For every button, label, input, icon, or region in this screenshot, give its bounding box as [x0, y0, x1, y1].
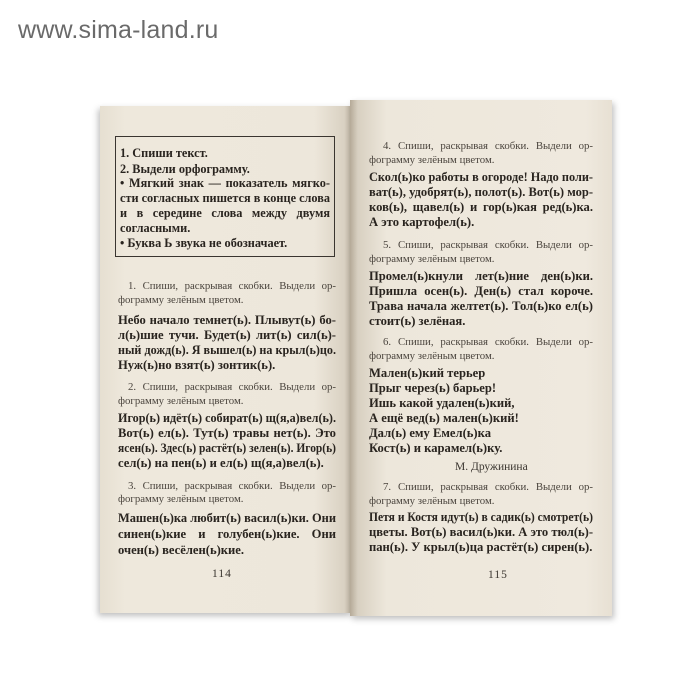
- exercise-instruction: 5. Спиши, раскрывая скобки. Выдели ор-: [383, 239, 593, 251]
- rule-box-line: • Мягкий знак — показатель мягко-: [120, 176, 330, 190]
- exercise-text-line: Пришла осен(ь). Ден(ь) стал короче.: [369, 284, 594, 298]
- exercise-text-line: ный дожд(ь). Я вышел(ь) на крыл(ь)цо.: [118, 343, 336, 357]
- exercise-text-line: Промел(ь)кнули лет(ь)ние ден(ь)ки.: [369, 269, 593, 283]
- exercise-text-line: очен(ь) весёлен(ь)кие.: [118, 543, 245, 557]
- exercise-instruction: фограмму зелёным цветом.: [118, 395, 244, 407]
- exercise-text-line: Нуж(ь)но взят(ь) зонтик(ь).: [118, 358, 276, 372]
- poem-author: М. Дружинина: [455, 461, 528, 473]
- exercise-instruction: фограмму зелёным цветом.: [369, 495, 495, 507]
- rule-box-line: • Буква Ь звука не обозначает.: [120, 236, 288, 250]
- exercise-text-line: Небо начало темнет(ь). Плывут(ь) бо-: [118, 313, 336, 327]
- page-number: 115: [488, 569, 508, 581]
- exercise-text-line: Вот(ь) ел(ь). Тут(ь) травы нет(ь). Это: [118, 426, 336, 440]
- exercise-instruction: фограмму зелёным цветом.: [369, 253, 495, 265]
- exercise-text-line: синен(ь)кие и голубен(ь)кие. Они: [118, 527, 336, 541]
- rule-box-line: согласными.: [120, 221, 191, 235]
- watermark: www.sima-land.ru: [18, 16, 219, 44]
- exercise-text-line: Трава начала желтет(ь). Тол(ь)ко ел(ь): [369, 299, 593, 313]
- exercise-instruction: 4. Спиши, раскрывая скобки. Выдели ор-: [383, 140, 593, 152]
- rule-box-line: 2. Выдели орфограмму.: [120, 162, 250, 176]
- exercise-instruction: 1. Спиши, раскрывая скобки. Выдели ор-: [128, 280, 336, 292]
- exercise-text-line: Игор(ь) идёт(ь) собират(ь) щ(я,а)вел(ь).: [118, 411, 337, 425]
- exercise-text-line: Скол(ь)ко работы в огороде! Надо поли-: [369, 170, 594, 184]
- poem-line: Мален(ь)кий терьер: [369, 366, 486, 380]
- poem-line: Дал(ь) ему Емел(ь)ка: [369, 426, 491, 440]
- exercise-text-line: сел(ь) на пен(ь) и ел(ь) щ(я,а)вел(ь).: [118, 456, 324, 470]
- poem-line: Кост(ь) и карамел(ь)ку.: [369, 441, 503, 455]
- exercise-instruction: фограмму зелёным цветом.: [118, 493, 244, 505]
- exercise-instruction: 3. Спиши, раскрывая скобки. Выдели ор-: [128, 480, 336, 492]
- exercise-text-line: цветы. Вот(ь) васил(ь)ки. А это тюл(ь)-: [369, 525, 594, 539]
- exercise-instruction: фограмму зелёным цветом.: [369, 154, 495, 166]
- exercise-instruction: фограмму зелёным цветом.: [118, 294, 244, 306]
- exercise-text-line: ясен(ь). Здес(ь) растёт(ь) зелен(ь). Игор(ь): [118, 441, 337, 455]
- exercise-text-line: ват(ь), удобрят(ь), полот(ь). Вот(ь) мор-: [369, 185, 594, 199]
- poem-line: Прыг через(ь) барьер!: [369, 381, 497, 395]
- exercise-instruction: 7. Спиши, раскрывая скобки. Выдели ор-: [383, 481, 593, 493]
- rule-box-line: сти согласных пишется в конце слова: [120, 191, 330, 205]
- poem-line: Ишь какой удален(ь)кий,: [369, 396, 515, 410]
- exercise-text-line: Машен(ь)ка любит(ь) васил(ь)ки. Они: [118, 511, 337, 525]
- exercise-text-line: А это картофел(ь).: [369, 215, 475, 229]
- exercise-instruction: фограмму зелёным цветом.: [369, 350, 495, 362]
- exercise-instruction: 6. Спиши, раскрывая скобки. Выдели ор-: [383, 336, 593, 348]
- exercise-text-line: ков(ь), щавел(ь) и гор(ь)кая ред(ь)ка.: [369, 200, 593, 214]
- page-number: 114: [212, 568, 232, 580]
- poem-line: А ещё вед(ь) мален(ь)кий!: [369, 411, 519, 425]
- rule-box-line: и в середине слова между двумя: [120, 206, 331, 220]
- exercise-text-line: л(ь)шие тучи. Будет(ь) лит(ь) сил(ь)-: [118, 328, 336, 342]
- rule-box-line: 1. Спиши текст.: [120, 146, 208, 160]
- exercise-text-line: стоит(ь) зелёная.: [369, 314, 466, 328]
- exercise-instruction: 2. Спиши, раскрывая скобки. Выдели ор-: [128, 381, 336, 393]
- exercise-text-line: пан(ь). У крыл(ь)ца растёт(ь) сирен(ь).: [369, 540, 593, 554]
- exercise-text-line: Петя и Костя идут(ь) в садик(ь) смотрет(ь): [369, 510, 594, 524]
